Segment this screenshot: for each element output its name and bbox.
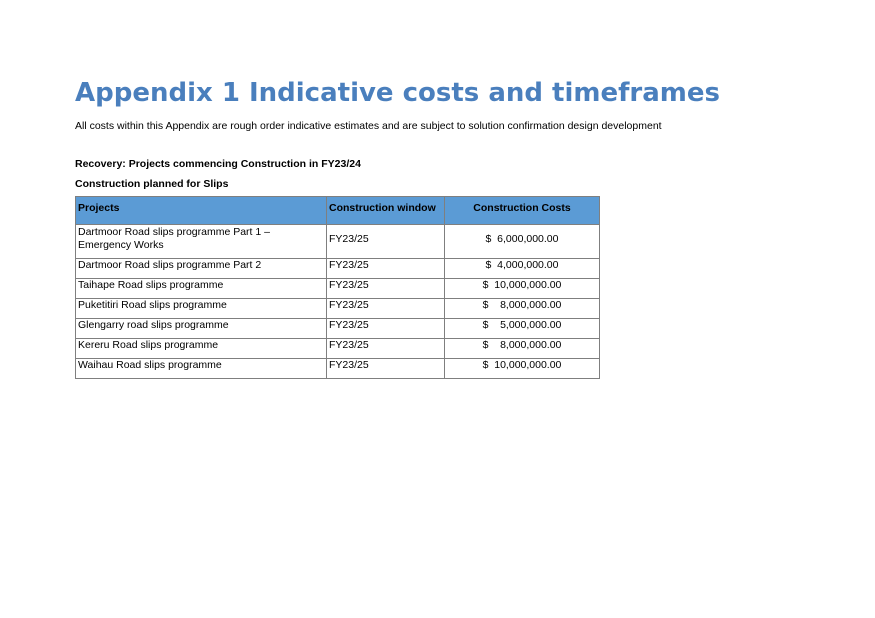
section-heading-recovery: Recovery: Projects commencing Construction in FY23/24 — [75, 158, 361, 170]
cost-value: $ 8,000,000.00 — [482, 339, 562, 351]
project-cell: Taihape Road slips programme — [76, 279, 327, 299]
project-cell: Dartmoor Road slips programme Part 1 – Emergency Works — [76, 225, 327, 259]
table-row — [76, 319, 600, 339]
column-header-construction-window: Construction window — [327, 197, 445, 225]
window-cell: FY23/25 — [327, 339, 445, 359]
cost-value: $ 10,000,000.00 — [482, 359, 562, 371]
table-row — [76, 279, 600, 299]
column-header-projects: Projects — [76, 197, 327, 225]
table-row — [76, 299, 600, 319]
window-cell: FY23/25 — [327, 359, 445, 379]
project-cell: Dartmoor Road slips programme Part 2 — [76, 259, 327, 279]
window-cell: FY23/25 — [327, 225, 445, 259]
cost-cell — [445, 319, 600, 339]
cost-value: $ 10,000,000.00 — [482, 279, 562, 291]
cost-cell — [445, 339, 600, 359]
intro-paragraph: All costs within this Appendix are rough order indicative estimates and are subject to solution confirmation design development — [75, 120, 662, 132]
window-cell: FY23/25 — [327, 319, 445, 339]
table-header-row — [76, 197, 600, 225]
project-cell: Waihau Road slips programme — [76, 359, 327, 379]
cost-cell — [445, 279, 600, 299]
cost-value: $ 6,000,000.00 — [485, 233, 559, 245]
section-heading-slips: Construction planned for Slips — [75, 178, 229, 190]
costs-table — [75, 196, 600, 379]
table-row — [76, 359, 600, 379]
table-row — [76, 225, 600, 259]
table-row — [76, 259, 600, 279]
cost-value: $ 4,000,000.00 — [485, 259, 559, 271]
window-cell: FY23/25 — [327, 259, 445, 279]
project-cell: Puketitiri Road slips programme — [76, 299, 327, 319]
window-cell: FY23/25 — [327, 279, 445, 299]
cost-cell — [445, 299, 600, 319]
cost-cell — [445, 225, 600, 259]
cost-cell — [445, 359, 600, 379]
project-cell: Glengarry road slips programme — [76, 319, 327, 339]
table-row — [76, 339, 600, 359]
project-cell: Kereru Road slips programme — [76, 339, 327, 359]
cost-value: $ 5,000,000.00 — [482, 319, 562, 331]
cost-cell — [445, 259, 600, 279]
window-cell: FY23/25 — [327, 299, 445, 319]
column-header-construction-costs: Construction Costs — [445, 197, 600, 225]
cost-value: $ 8,000,000.00 — [482, 299, 562, 311]
page-title: Appendix 1 Indicative costs and timeframes — [75, 78, 720, 108]
